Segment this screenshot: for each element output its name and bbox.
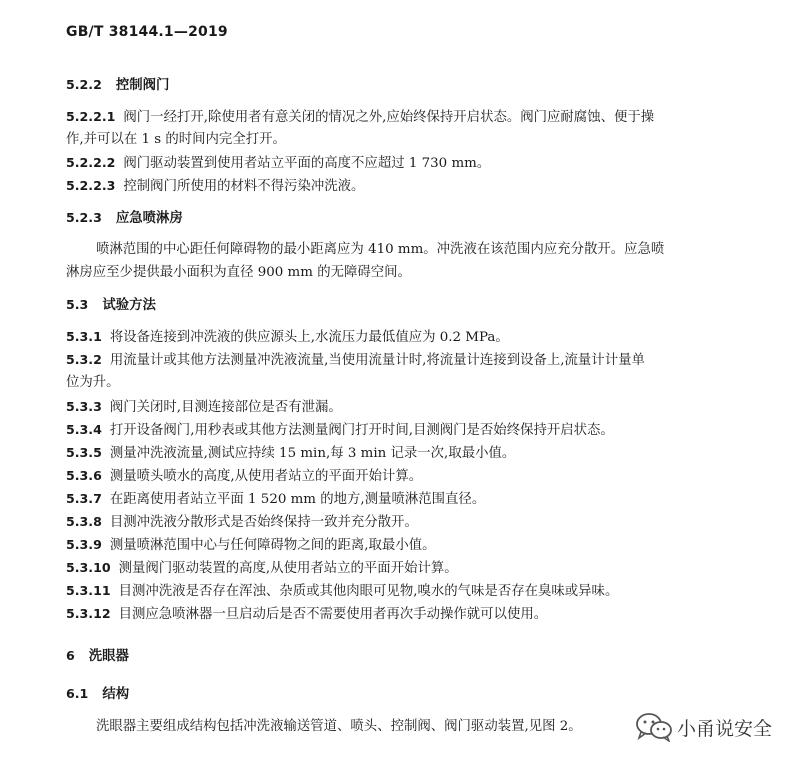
clause-text: 位为升。: [66, 375, 120, 390]
clause-number: 5.2.2.1: [66, 109, 116, 124]
clause-5-3-10: [66, 560, 758, 577]
clause-5-3-4: [66, 422, 758, 439]
clause-text: 将设备连接到冲洗液的供应源头上,水流压力最低值应为 0.2 MPa。: [109, 330, 509, 345]
section-number: 5.2.3: [66, 210, 102, 225]
chapter-number: 6: [66, 648, 75, 663]
clause-text: 目测冲洗液是否存在浑浊、杂质或其他肉眼可见物,嗅水的气味是否存在臭味或异味。: [118, 584, 619, 599]
clause-5-2-2-1-cont: [66, 132, 758, 148]
wechat-icon: [635, 712, 673, 742]
clause-number: 5.2.2.3: [66, 178, 116, 193]
clause-number: 5.3.9: [66, 537, 102, 552]
clause-5-2-2-3: [66, 178, 758, 195]
chapter-title: 洗眼器: [88, 649, 129, 664]
clause-number: 5.2.2.2: [66, 155, 116, 170]
paragraph-text: 洗眼器主要组成结构包括冲洗液输送管道、喷头、控制阀、阀门驱动装置,见图 2。: [96, 719, 582, 734]
clause-text: 在距离使用者站立平面 1 520 mm 的地方,测量喷淋范围直径。: [109, 492, 486, 507]
section-heading-5-3: [66, 297, 758, 314]
clause-5-3-6: [66, 468, 758, 485]
clause-5-3-5: [66, 445, 758, 462]
clause-number: 5.3.7: [66, 491, 102, 506]
clause-5-3-2: [66, 352, 758, 369]
clause-text: 阀门一经打开,除使用者有意关闭的情况之外,应始终保持开启状态。阀门应耐腐蚀、便于操: [123, 110, 655, 125]
clause-text: 作,并可以在 1 s 的时间内完全打开。: [66, 132, 286, 147]
clause-text: 测量喷头喷水的高度,从使用者站立的平面开始计算。: [109, 469, 423, 484]
clause-number: 5.3.6: [66, 468, 102, 483]
clause-5-2-2-1: [66, 109, 758, 126]
clause-5-3-3: [66, 399, 758, 416]
clause-number: 5.3.8: [66, 514, 102, 529]
section-heading-5-2-2: [66, 77, 758, 94]
clause-5-3-12: [66, 606, 758, 623]
clause-number: 5.3.1: [66, 329, 102, 344]
clause-number: 5.3.5: [66, 445, 102, 460]
section-title: 试验方法: [102, 298, 156, 313]
clause-5-3-7: [66, 491, 758, 508]
clause-5-2-2-2: [66, 155, 758, 172]
section-number: 6.1: [66, 686, 89, 701]
chapter-heading-6: [66, 648, 758, 665]
clause-text: 阀门驱动装置到使用者站立平面的高度不应超过 1 730 mm。: [123, 156, 491, 171]
watermark: [635, 712, 772, 742]
clause-5-3-9: [66, 537, 758, 554]
clause-number: 5.3.2: [66, 352, 102, 367]
clause-5-3-8: [66, 514, 758, 531]
clause-text: 控制阀门所使用的材料不得污染冲洗液。: [123, 179, 365, 194]
section-heading-5-2-3: [66, 210, 758, 227]
section-title: 控制阀门: [115, 78, 170, 93]
clause-number: 5.3.3: [66, 399, 102, 414]
clause-5-3-11: [66, 583, 758, 600]
clause-5-3-2-cont: [66, 375, 758, 391]
paragraph-5-2-3-cont: [66, 265, 758, 281]
clause-text: 测量喷淋范围中心与任何障碍物之间的距离,取最小值。: [109, 538, 436, 553]
section-title: 结构: [102, 687, 130, 702]
paragraph-text: 喷淋范围的中心距任何障碍物的最小距离应为 410 mm。冲洗液在该范围内应充分散开。应急喷: [96, 242, 665, 257]
clause-text: 打开设备阀门,用秒表或其他方法测量阀门打开时间,目测阀门是否始终保持开启状态。: [109, 423, 614, 438]
section-heading-6-1: [66, 686, 758, 703]
clause-text: 阀门关闭时,目测连接部位是否有泄漏。: [109, 400, 342, 415]
section-number: 5.3: [66, 297, 89, 312]
section-number: 5.2.2: [66, 77, 102, 92]
section-title: 应急喷淋房: [115, 211, 183, 226]
clause-number: 5.3.4: [66, 422, 102, 437]
clause-number: 5.3.10: [66, 560, 111, 575]
paragraph-5-2-3: [96, 242, 758, 258]
clause-text: 测量冲洗液流量,测试应持续 15 min,每 3 min 记录一次,取最小值。: [109, 446, 516, 461]
clause-5-3-1: [66, 329, 758, 346]
clause-text: 目测冲洗液分散形式是否始终保持一致并充分散开。: [109, 515, 418, 530]
clause-number: 5.3.12: [66, 606, 111, 621]
watermark-text: 小甬说安全: [676, 717, 772, 740]
clause-text: 测量阀门驱动装置的高度,从使用者站立的平面开始计算。: [118, 561, 458, 576]
clause-text: 用流量计或其他方法测量冲洗液流量,当使用流量计时,将流量计连接到设备上,流量计计量单: [109, 353, 645, 368]
paragraph-text: 淋房应至少提供最小面积为直径 900 mm 的无障碍空间。: [66, 265, 411, 280]
standard-header: GB/T 38144.1—2019: [66, 24, 228, 40]
clause-number: 5.3.11: [66, 583, 111, 598]
clause-text: 目测应急喷淋器一旦启动后是否不需要使用者再次手动操作就可以使用。: [118, 607, 548, 622]
